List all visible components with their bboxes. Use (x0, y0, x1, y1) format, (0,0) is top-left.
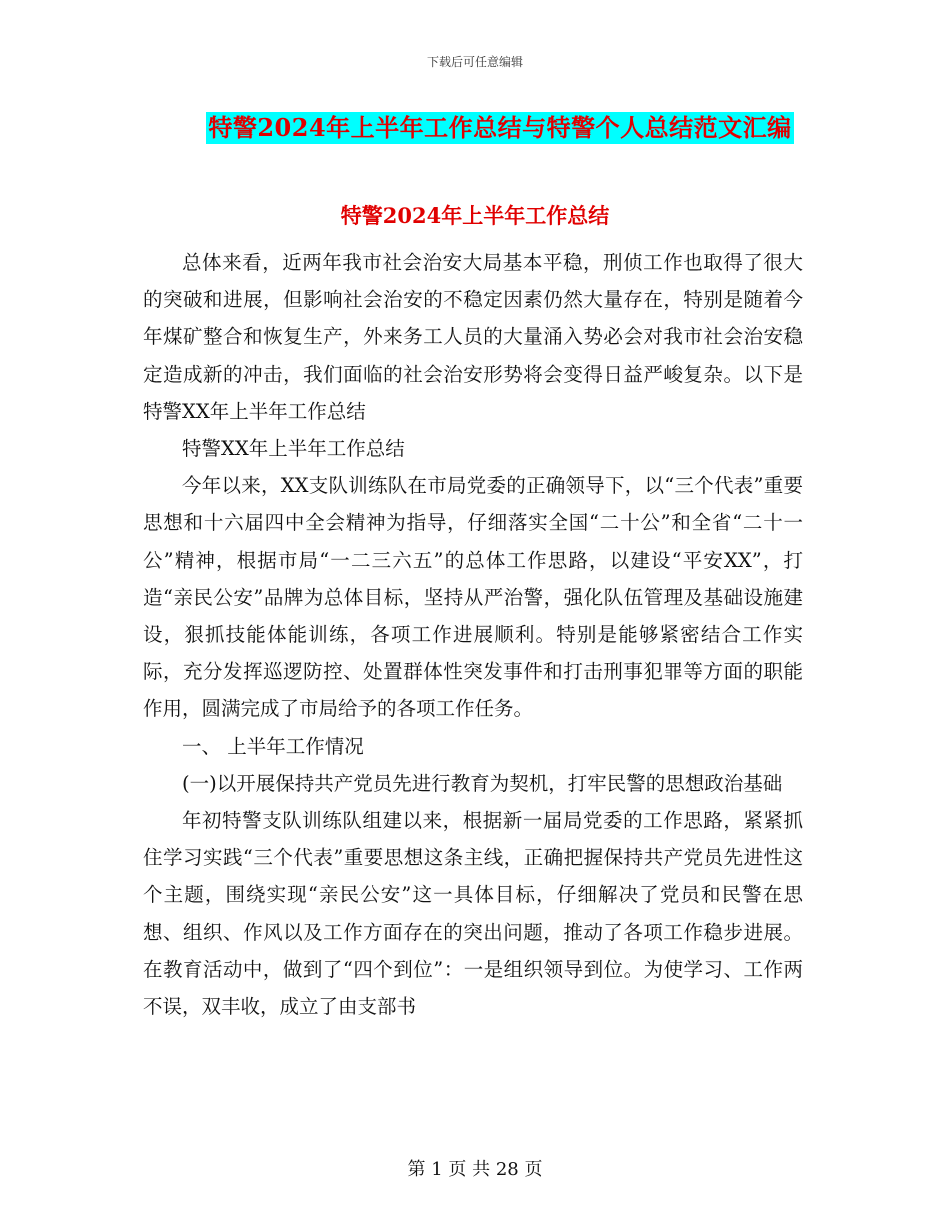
main-title-container (0, 112, 950, 144)
main-title: 特警2024年上半年工作总结与特警个人总结范文汇编 (208, 113, 792, 142)
document-body (143, 244, 803, 1025)
paragraph: 今年以来，XX支队训练队在市局党委的正确领导下，以“三个代表”重要思想和十六届四中全会精神为指导，仔细落实全国“二十公”和全省“二十一公”精神，根据市局“一二三六五”的总体工作思路，以建设“平安XX”，打造“亲民公安”品牌为总体目标，坚持从严治警，强化队伍管理及基础设施建设，狠抓技能体能训练，各项工作进展顺利。特别是能够紧密结合工作实际，充分发挥巡逻防控、处置群体性突发事件和打击刑事犯罪等方面的职能作用，圆满完成了市局给予的各项工作任务。 (143, 474, 803, 721)
paragraph-subheading: (一)以开展保持共产党员先进行教育为契机，打牢民警的思想政治基础 (182, 771, 783, 795)
paragraph: 总体来看，近两年我市社会治安大局基本平稳，刑侦工作也取得了很大的突破和进展，但影响社会治安的不稳定因素仍然大量存在，特别是随着今年煤矿整合和恢复生产，外来务工人员的大量涌入势必会对我市社会治安稳定造成新的冲击，我们面临的社会治安形势将会变得日益严峻复杂。以下是特警XX年上半年工作总结 (143, 251, 803, 423)
section-title: 特警2024年上半年工作总结 (340, 203, 610, 228)
paragraph: 特警XX年上半年工作总结 (182, 437, 405, 461)
page-header-note: 下载后可任意编辑 (426, 55, 523, 69)
page-number: 第 1 页 共 28 页 (407, 1159, 543, 1180)
paragraph: 年初特警支队训练队组建以来，根据新一届局党委的工作思路，紧紧抓住学习实践“三个代表”重要思想这条主线，正确把握保持共产党员先进性这个主题，围绕实现“亲民公安”这一具体目标，仔细解决了党员和民警在思想、组织、作风以及工作方面存在的突出问题，推动了各项工作稳步进展。在教育活动中，做到了“四个到位”：一是组织领导到位。为使学习、工作两不误，双丰收，成立了由支部书 (143, 809, 803, 1019)
paragraph-heading: 一、 上半年工作情况 (182, 734, 364, 758)
